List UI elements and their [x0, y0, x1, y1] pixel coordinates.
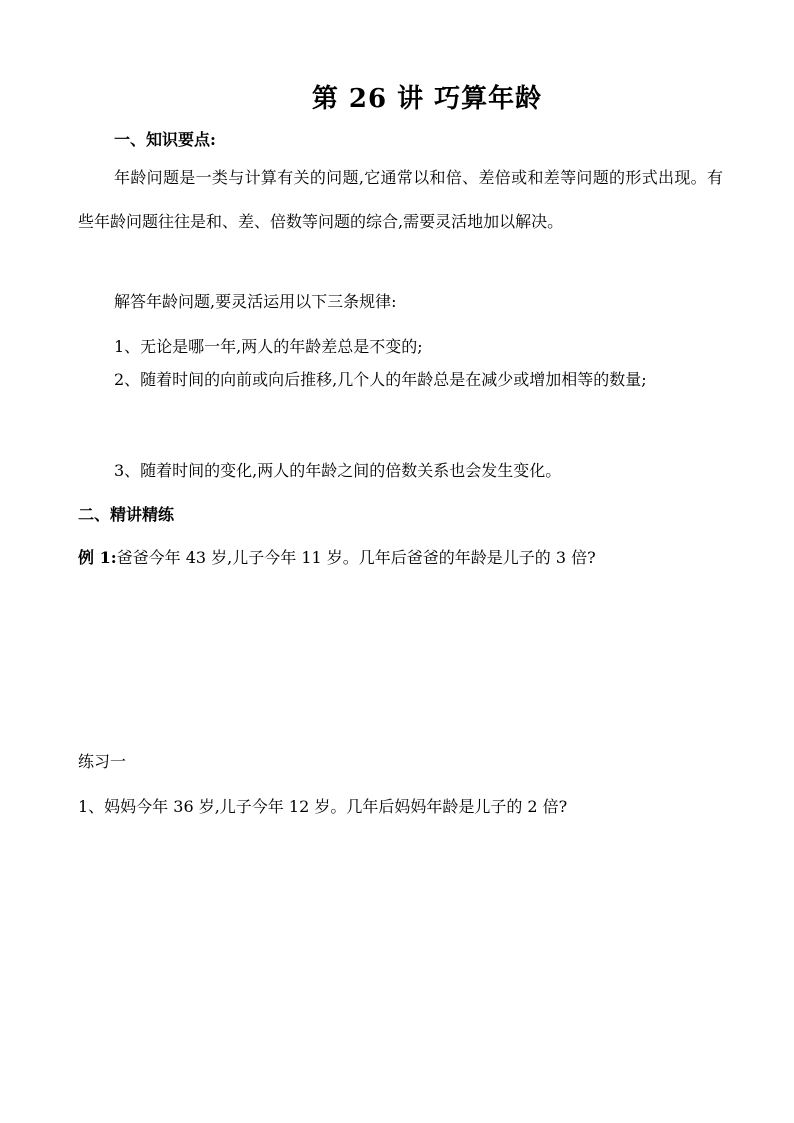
section-heading-knowledge: 一、知识要点: — [114, 130, 216, 149]
rule-1: 1、无论是哪一年,两人的年龄差总是不变的; — [114, 337, 423, 356]
rule-3: 3、随着时间的变化,两人的年龄之间的倍数关系也会发生变化。 — [114, 461, 562, 480]
page-title: 第 26 讲 巧算年龄 — [311, 84, 543, 114]
practice-question-1: 1、妈妈今年 36 岁,儿子今年 12 岁。几年后妈妈年龄是儿子的 2 倍? — [78, 797, 568, 816]
paragraph-rules-intro: 解答年龄问题,要灵活运用以下三条规律: — [114, 292, 397, 311]
rule-2: 2、随着时间的向前或向后推移,几个人的年龄总是在减少或增加相等的数量; — [114, 370, 647, 389]
example-1 — [78, 548, 596, 568]
example-1-label: 例 1: — [78, 548, 117, 567]
paragraph-intro: 年龄问题是一类与计算有关的问题,它通常以和倍、差倍或和差等问题的形式出现。有些年龄问题往往是和、差、倍数等问题的综合,需要灵活地加以解决。 — [78, 168, 723, 231]
section-heading-practice: 二、精讲精练 — [78, 505, 175, 524]
practice-heading: 练习一 — [78, 752, 127, 771]
example-1-text: 爸爸今年 43 岁,儿子今年 11 岁。几年后爸爸的年龄是儿子的 3 倍? — [116, 548, 596, 567]
